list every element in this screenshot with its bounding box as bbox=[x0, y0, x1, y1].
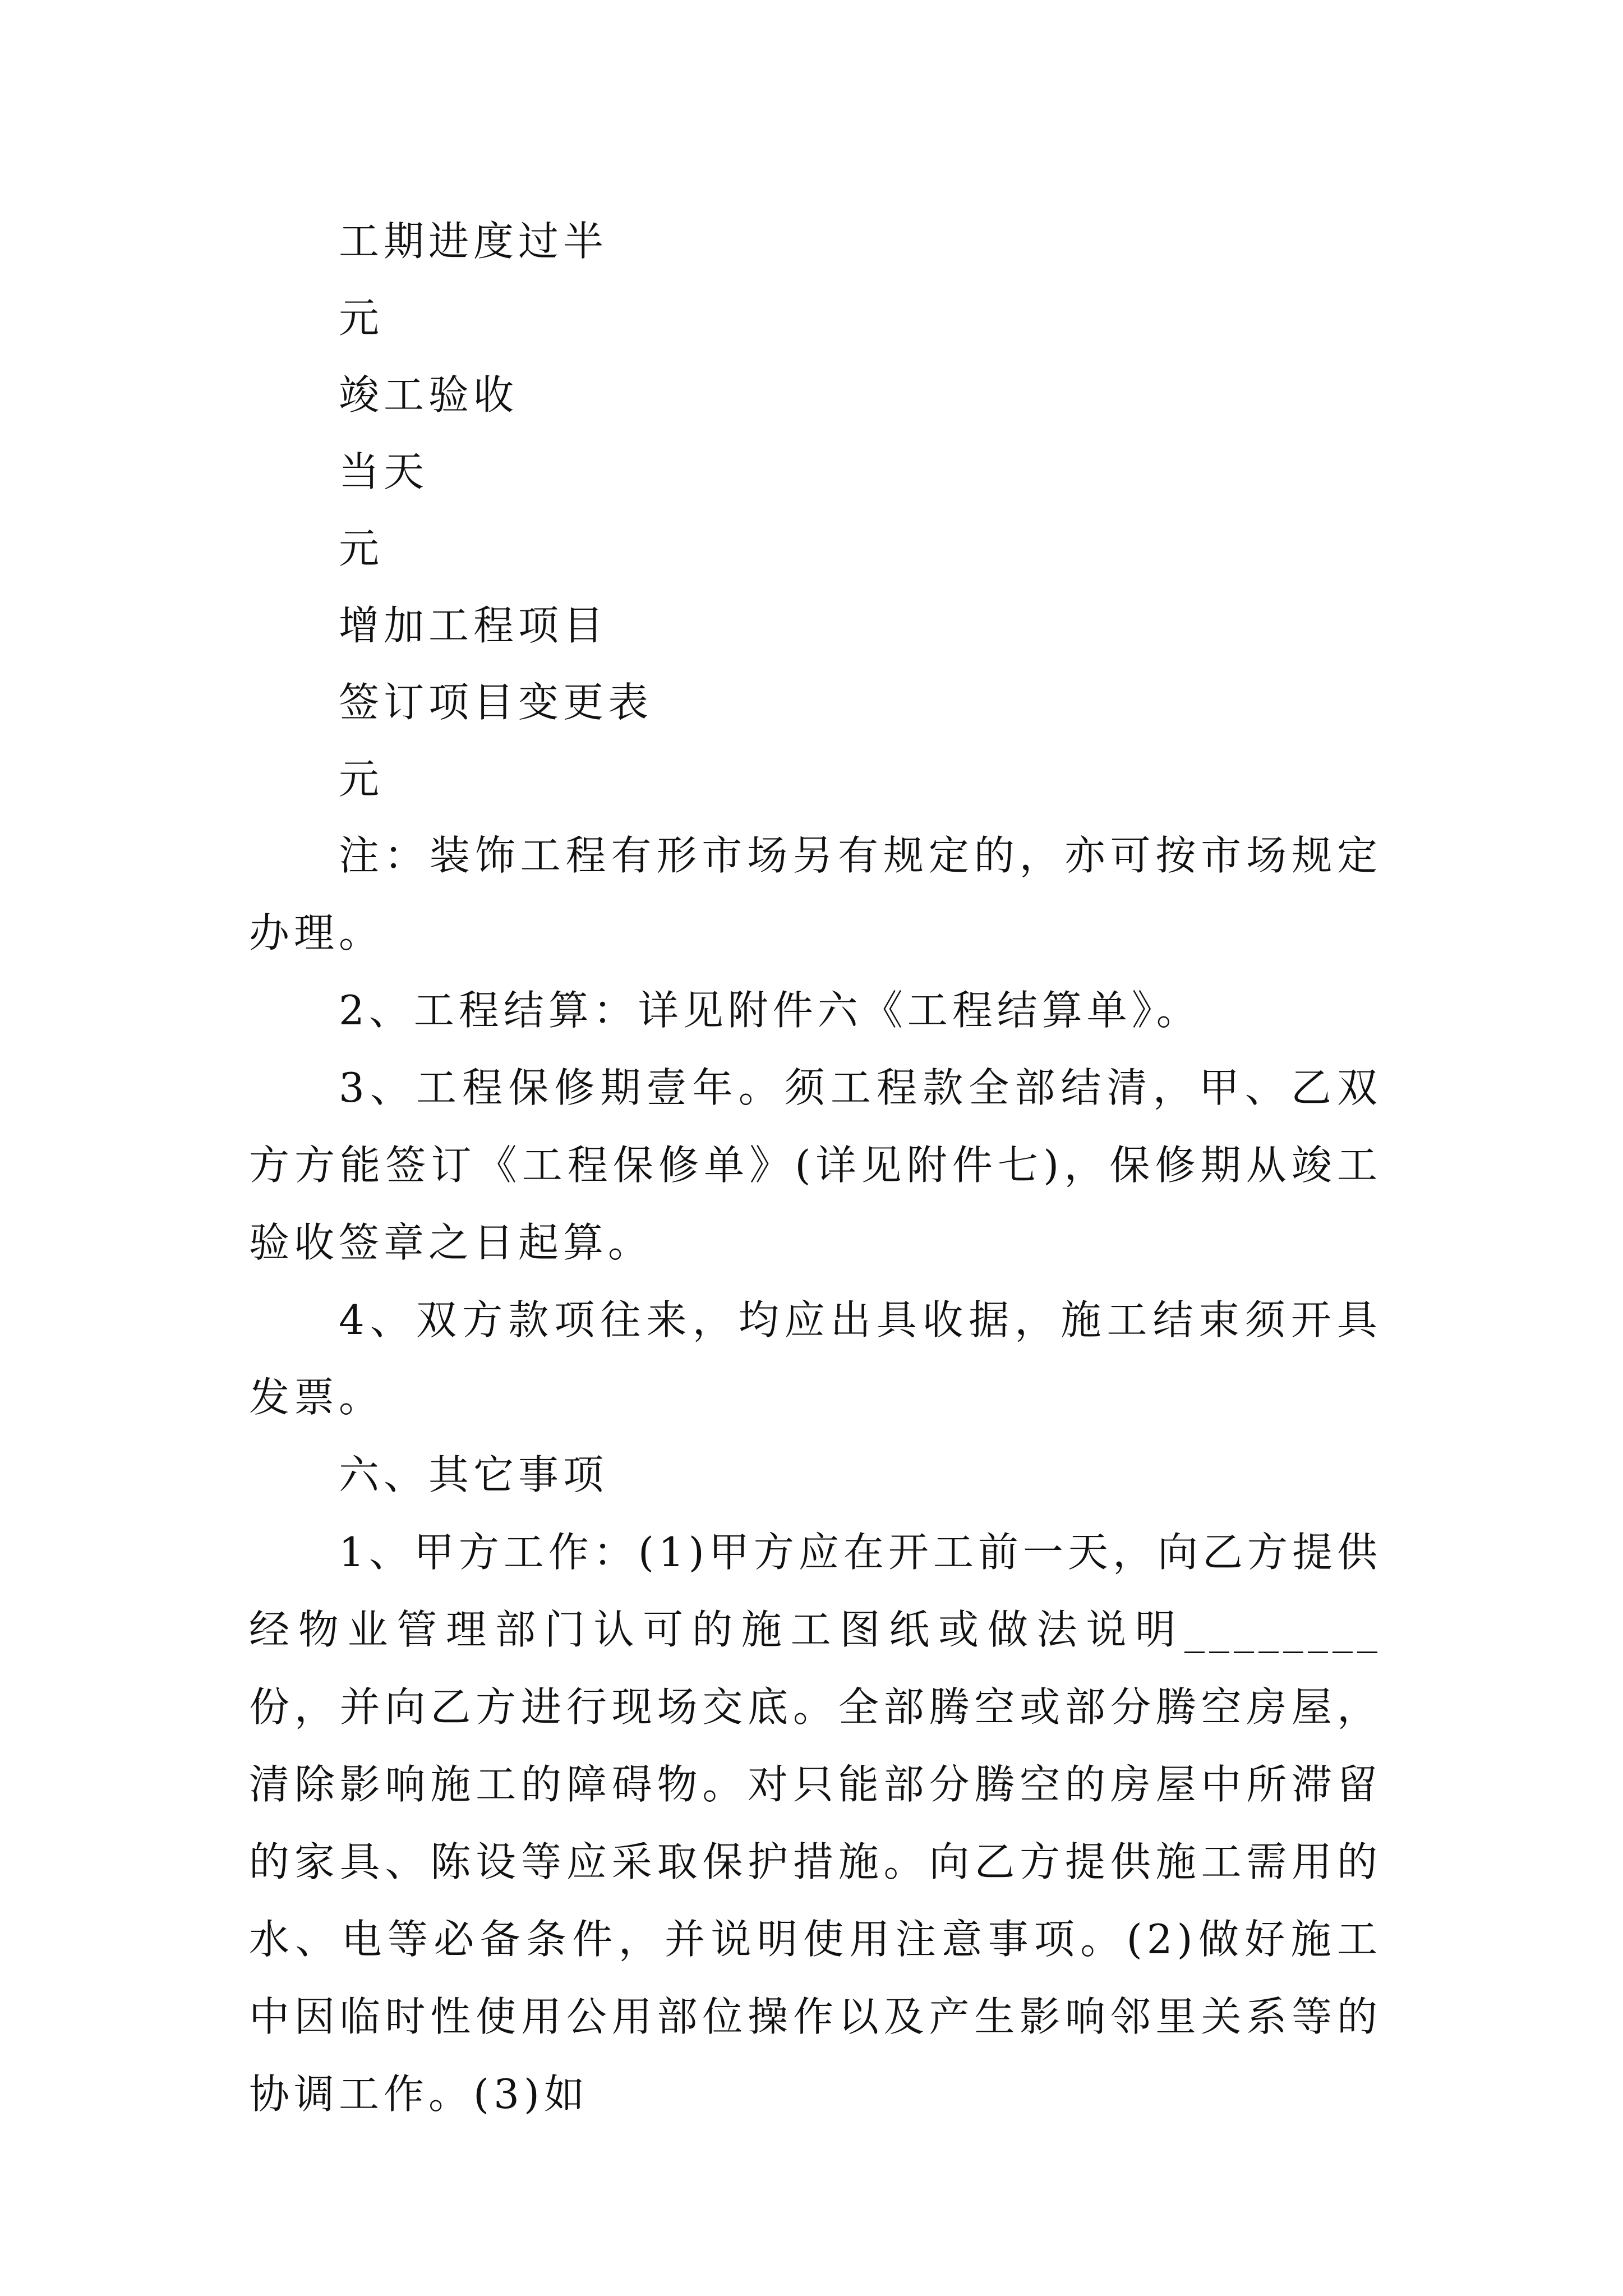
warranty-paragraph: 3、工程保修期壹年。须工程款全部结清，甲、乙双方方能签订《工程保修单》(详见附件七)，保修期从竣工验收签章之日起算。 bbox=[249, 1064, 1382, 1266]
text-line: 元 bbox=[339, 295, 384, 342]
text-line: 元 bbox=[339, 525, 384, 572]
text-line: 工期进度过半 bbox=[339, 218, 608, 265]
text-line: 竣工验收 bbox=[339, 371, 519, 418]
settlement-paragraph: 2、工程结算：详见附件六《工程结算单》。 bbox=[339, 987, 1201, 1034]
text-line: 当天 bbox=[339, 448, 429, 495]
note-paragraph: 注：装饰工程有形市场另有规定的，亦可按市场规定办理。 bbox=[249, 832, 1382, 956]
party-a-duties-paragraph: 1、甲方工作：(1)甲方应在开工前一天，向乙方提供经物业管理部门认可的施工图纸或做法说明________份，并向乙方进行现场交底。全部腾空或部分腾空房屋，清除影响施工的障碍物。对只能部分腾空的房屋中所滞留的家具、陈设等应采取保护措施。向乙方提供施工需用的水、电等必备条件，并说明使用注意事项。(2)做好施工中因临时性使用公用部位操作以及产生影响邻里关系等的协调工作。(3)如 bbox=[249, 1529, 1382, 2118]
section-heading: 六、其它事项 bbox=[339, 1451, 608, 1498]
text-line: 签订项目变更表 bbox=[339, 679, 653, 726]
payment-paragraph: 4、双方款项往来，均应出具收据，施工结束须开具发票。 bbox=[249, 1296, 1382, 1421]
text-line: 元 bbox=[339, 756, 384, 803]
text-line: 增加工程项目 bbox=[339, 602, 608, 649]
